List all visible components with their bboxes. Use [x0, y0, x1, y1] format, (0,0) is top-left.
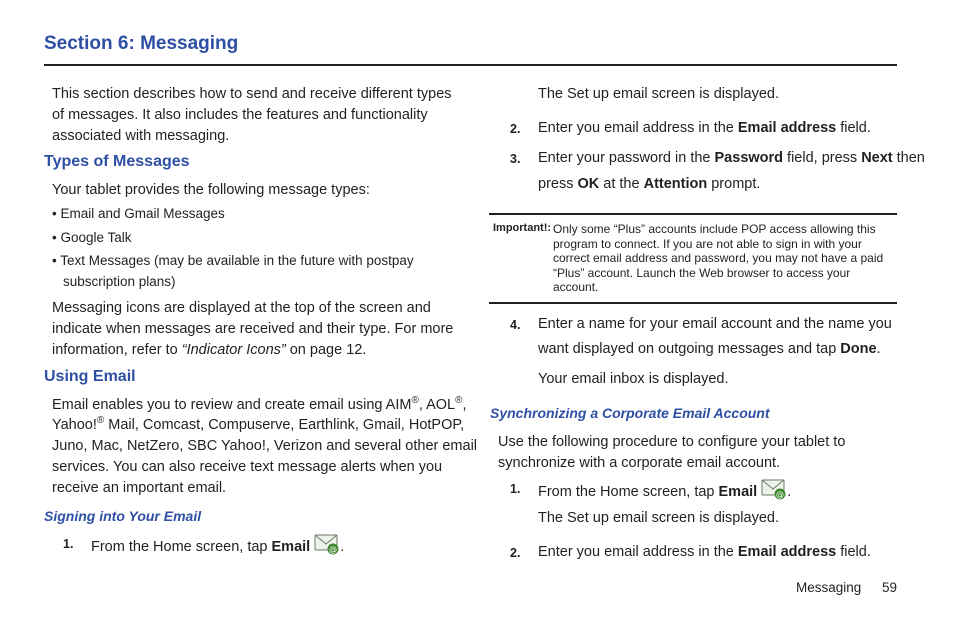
svg-text:@: @	[776, 490, 785, 499]
sync-step-1-number: 1.	[510, 482, 521, 496]
setup-displayed: The Set up email screen is displayed.	[538, 86, 779, 102]
email-line-4: services. You can also receive text message alerts when you	[52, 459, 443, 475]
step-4-line-1: Enter a name for your email account and the name you	[538, 316, 892, 332]
important-bottom-rule	[489, 302, 897, 304]
step-4-line-2: want displayed on outgoing messages and tap Done.	[538, 341, 881, 357]
email-line-3: Juno, Mac, NetZero, SBC Yahoo!, Verizon and several other email	[52, 438, 478, 454]
email-line-5: receive an important email.	[52, 480, 227, 496]
email-app-icon	[761, 478, 787, 498]
bullet-text-cont: subscription plans)	[63, 274, 176, 289]
using-email-heading: Using Email	[44, 368, 136, 385]
footer-page-number: 59	[882, 580, 898, 595]
inbox-displayed: Your email inbox is displayed.	[538, 371, 729, 387]
bullet-text: • Text Messages (may be available in the future with postpay	[52, 253, 414, 268]
sync-heading: Synchronizing a Corporate Email Account	[490, 405, 770, 421]
indicator-icons-reference[interactable]: “Indicator Icons”	[181, 342, 286, 358]
email-line-2: Yahoo!® Mail, Comcast, Compuserve, Earthlink, Gmail, HotPOP,	[52, 415, 465, 433]
page-title: Section 6: Messaging	[44, 33, 239, 54]
email-line-1: Email enables you to review and create email using AIM®, AOL®,	[52, 395, 467, 413]
types-lead: Your tablet provides the following message types:	[52, 182, 370, 198]
icons-line-3: information, refer to “Indicator Icons” on page 12.	[52, 342, 367, 358]
bullet-talk: • Google Talk	[52, 230, 132, 245]
step-3-number: 3.	[510, 152, 521, 166]
title-divider	[44, 64, 897, 66]
icons-line-2: indicate when messages are received and their type. For more	[52, 321, 454, 337]
signing-step-1: From the Home screen, tap Email @ .	[91, 533, 344, 558]
intro-paragraph: This section describes how to send and receive different types of messages. It also includes the features and functionality associated with messaging.	[52, 86, 452, 144]
types-heading: Types of Messages	[44, 153, 190, 170]
important-label: Important!:	[493, 222, 552, 234]
sync-step-2-number: 2.	[510, 546, 521, 560]
step-4-number: 4.	[510, 318, 521, 332]
step-2-number: 2.	[510, 122, 521, 136]
step-3-line-2: press OK at the Attention prompt.	[538, 176, 761, 192]
step-2: Enter you email address in the Email address field.	[538, 120, 871, 136]
sync-line-1: Use the following procedure to configure your tablet to	[498, 434, 846, 450]
bullet-email: • Email and Gmail Messages	[52, 206, 225, 221]
signing-heading: Signing into Your Email	[44, 508, 202, 524]
important-note: Only some “Plus” accounts include POP access allowing this program to connect. If you are not able to sign in with your correct email address and password, you may not have a paid “Plus” account. Launch the Web browser to access your account.	[553, 222, 884, 294]
sync-step-1: From the Home screen, tap Email @ .	[538, 478, 791, 503]
email-app-icon	[314, 533, 340, 553]
step-3-line-1: Enter your password in the Password field, press Next then	[538, 150, 925, 166]
icons-line-1: Messaging icons are displayed at the top of the screen and	[52, 300, 431, 316]
sync-setup-displayed: The Set up email screen is displayed.	[538, 510, 779, 526]
sync-line-2: synchronize with a corporate email account.	[498, 455, 781, 471]
sync-step-2: Enter you email address in the Email address field.	[538, 544, 871, 560]
signing-step-1-number: 1.	[63, 537, 74, 551]
important-top-rule	[489, 213, 897, 215]
svg-text:@: @	[329, 545, 338, 554]
footer-section: Messaging	[796, 580, 862, 595]
